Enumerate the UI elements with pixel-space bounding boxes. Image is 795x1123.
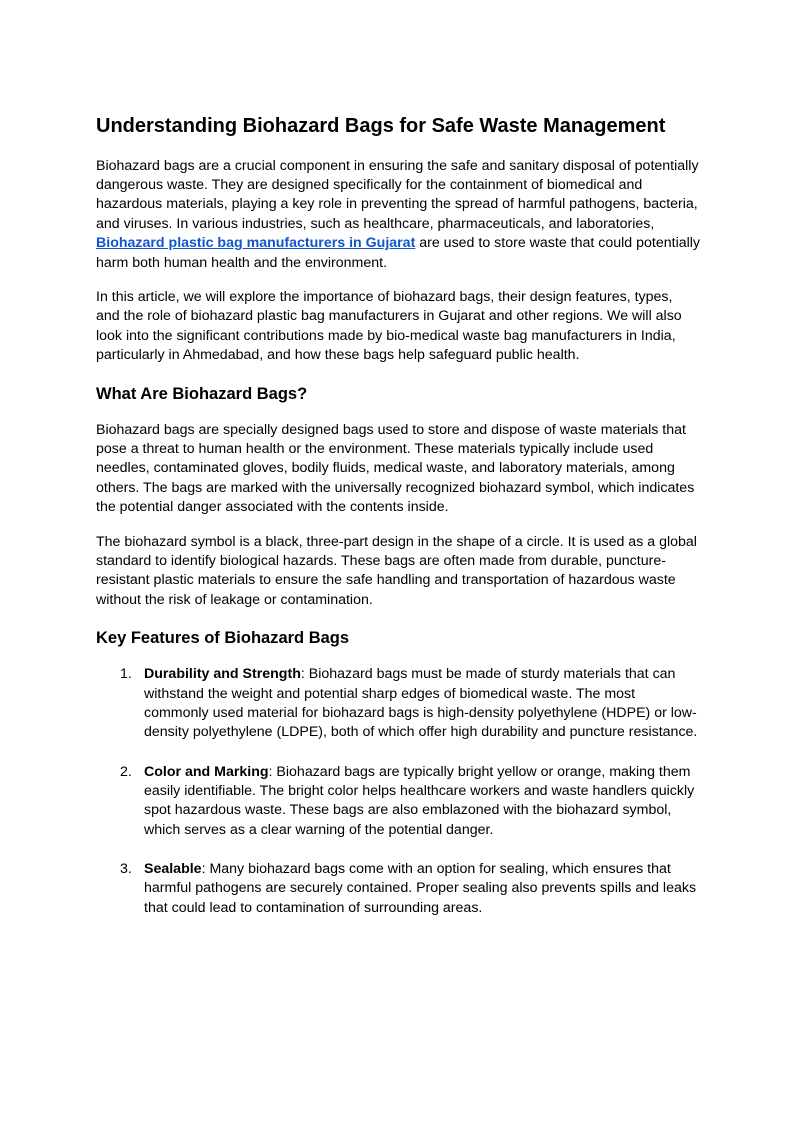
article-title: Understanding Biohazard Bags for Safe Waste Management bbox=[96, 115, 666, 137]
list-item-text: : Biohazard bags are typically bright yellow or orange, making them easily identifiable. The bright color helps healthcare workers and waste handlers quickly spot hazardous waste. These bags are also emblazoned with the biohazard symbol, which serves as a clear warning of the potential danger. bbox=[144, 763, 695, 838]
list-item-term: Durability and Strength bbox=[144, 666, 301, 683]
list-item-number: 2. bbox=[120, 763, 132, 780]
list-item-term: Color and Marking bbox=[144, 763, 269, 780]
manufacturers-gujarat-link[interactable]: Biohazard plastic bag manufacturers in Gujarat bbox=[96, 235, 416, 252]
list-item-number: 1. bbox=[120, 666, 132, 683]
section-what-are-paragraph-1: Biohazard bags are specially designed bags used to store and dispose of waste materials that pose a threat to human health or the environment. These materials typically include used needles, contaminated gloves, bodily fluids, medical waste, and laboratory materials, among others. The bags are marked with the universally recognized biohazard symbol, which indicates the potential danger associated with the contents inside. bbox=[96, 421, 695, 516]
list-item bbox=[96, 763, 700, 841]
list-item-term: Sealable bbox=[144, 860, 202, 877]
key-features-list bbox=[96, 665, 700, 918]
article-overview-paragraph: In this article, we will explore the importance of biohazard bags, their design features, types, and the role of biohazard plastic bag manufacturers in Gujarat and other regions. We will also look into the significant contributions made by bio-medical waste bag manufacturers in India, particularly in Ahmedabad, and how these bags help safeguard public health. bbox=[96, 288, 682, 364]
document-page bbox=[96, 112, 700, 938]
list-item-text: : Many biohazard bags come with an option for sealing, which ensures that harmful pathogens are securely contained. Proper sealing also prevents spills and leaks that could lead to contamination of surrounding areas. bbox=[144, 860, 697, 916]
list-item-number: 3. bbox=[120, 860, 132, 877]
intro-text-after-link: are used to store waste that could potentially harm both human health and the environment. bbox=[96, 235, 701, 271]
list-item bbox=[96, 860, 700, 918]
intro-paragraph bbox=[96, 157, 700, 273]
section-heading-what-are: What Are Biohazard Bags? bbox=[96, 384, 308, 403]
list-item bbox=[96, 665, 700, 743]
section-what-are-paragraph-2: The biohazard symbol is a black, three-part design in the shape of a circle. It is used as a global standard to identify biological hazards. These bags are often made from durable, puncture-resistant plastic materials to ensure the safe handling and transportation of hazardous waste without the risk of leakage or contamination. bbox=[96, 533, 697, 608]
list-item-text: : Biohazard bags must be made of sturdy materials that can withstand the weight and potential sharp edges of biomedical waste. The most commonly used material for biohazard bags is high-density polyethylene (HDPE) or low-density polyethylene (LDPE), both of which offer high durability and puncture resistance. bbox=[144, 666, 698, 741]
section-heading-key-features: Key Features of Biohazard Bags bbox=[96, 629, 350, 648]
intro-text-before-link: Biohazard bags are a crucial component in ensuring the safe and sanitary disposal of potentially dangerous waste. They are designed specifically for the containment of biomedical and hazardous materials, playing a key role in preventing the spread of harmful pathogens, bacteria, and viruses. In various industries, such as healthcare, pharmaceuticals, and laboratories, bbox=[96, 157, 699, 232]
